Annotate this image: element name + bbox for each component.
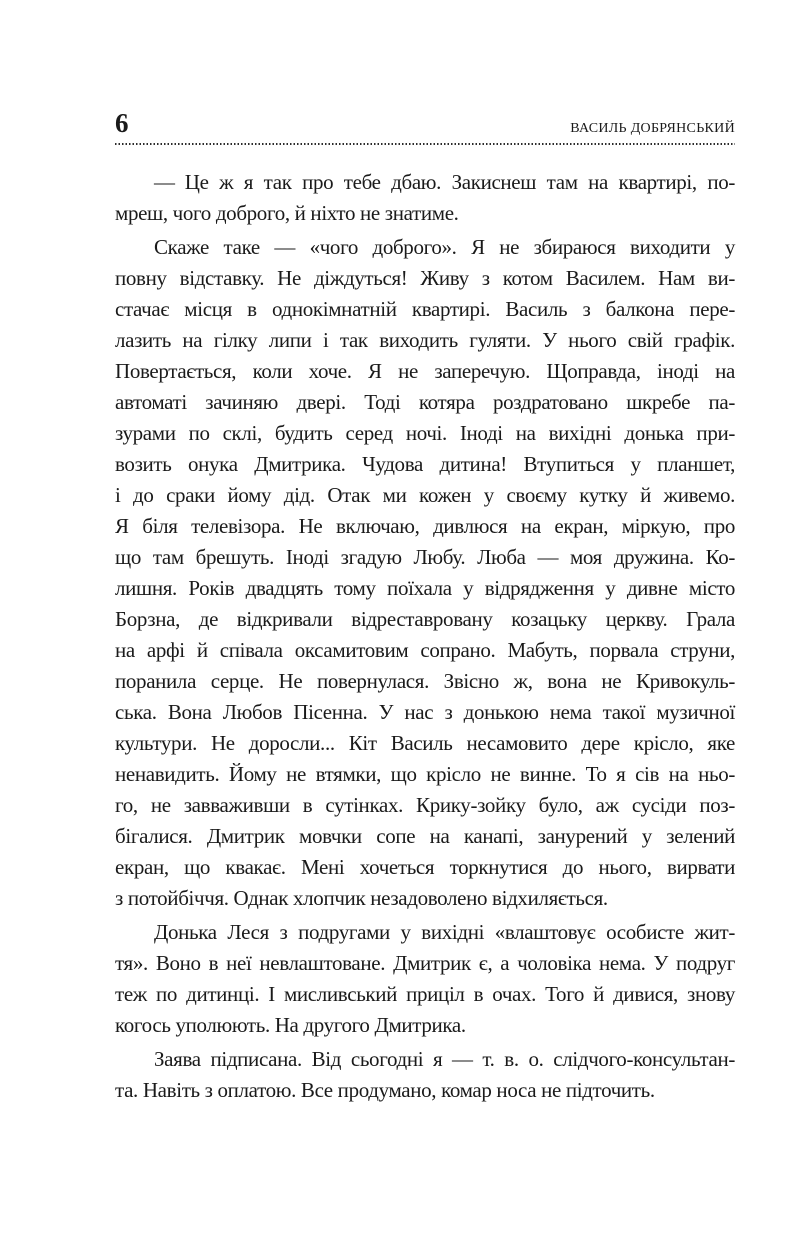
text-line: з потойбіччя. Однак хлопчик незадоволено відхиляється. <box>115 886 608 910</box>
body-text <box>115 167 735 1106</box>
text-line: на арфі й співала оксамитовим сопрано. Мабуть, порвала струни, <box>115 638 735 662</box>
text-line: Заява підписана. Від сьогодні я — т. в. о. слідчого-консультан- <box>154 1047 735 1071</box>
text-line: культури. Не доросли... Кіт Василь несамовито дере крісло, яке <box>115 731 735 755</box>
text-line: Борзна, де відкривали відреставровану козацьку церкву. Грала <box>115 607 735 631</box>
running-head-author: ВАСИЛЬ ДОБРЯНСЬКИЙ <box>570 121 735 136</box>
text-line: що там брешуть. Іноді згадую Любу. Люба — моя дружина. Ко- <box>115 545 735 569</box>
paragraph-2 <box>115 232 735 914</box>
text-line: теж по дитинці. І мисливський приціл в очах. Того й дивися, знову <box>115 982 735 1006</box>
text-line: ненавидить. Йому не втямки, що крісло не винне. То я сів на ньо- <box>115 762 735 786</box>
text-line: автоматі зачиняю двері. Тоді котяра роздратовано шкребе па- <box>115 390 735 414</box>
text-line: Донька Леся з подругами у вихідні «влаштовує особисте жит- <box>154 920 735 944</box>
text-line: возить онука Дмитрика. Чудова дитина! Втупиться у планшет, <box>115 452 735 476</box>
text-line: ська. Вона Любов Пісенна. У нас з донькою нема такої музичної <box>115 700 735 724</box>
text-line: повну відставку. Не діждуться! Живу з котом Василем. Нам ви- <box>115 266 735 290</box>
text-line: стачає місця в однокімнатній квартирі. Василь з балкона пере- <box>115 297 735 321</box>
text-line: і до сраки йому дід. Отак ми кожен у своєму кутку й живемо. <box>115 483 735 507</box>
text-line: когось уполюють. На другого Дмитрика. <box>115 1013 466 1037</box>
text-line: Скаже таке — «чого доброго». Я не збираюся виходити у <box>154 235 735 259</box>
paragraph-4 <box>115 1044 735 1106</box>
text-line: го, не завваживши в сутінках. Крику-зойку було, аж сусіди поз- <box>115 793 735 817</box>
text-line: поранила серце. Не повернулася. Звісно ж, вона не Кривокуль- <box>115 669 735 693</box>
text-line: лазить на гілку липи і так виходить гуляти. У нього свій графік. <box>115 328 735 352</box>
text-line: тя». Воно в неї невлаштоване. Дмитрик є, а чоловіка нема. У подруг <box>115 951 735 975</box>
text-line: та. Навіть з оплатою. Все продумано, комар носа не підточить. <box>115 1078 655 1102</box>
text-line: зурами по склі, будить серед ночі. Іноді на вихідні донька при- <box>115 421 735 445</box>
paragraph-3 <box>115 917 735 1041</box>
paragraph-1 <box>115 167 735 229</box>
text-line: мреш, чого доброго, й ніхто не знатиме. <box>115 201 459 225</box>
text-line: Повертається, коли хоче. Я не заперечую. Щоправда, іноді на <box>115 359 735 383</box>
text-line: Я біля телевізора. Не включаю, дивлюся на екран, міркую, про <box>115 514 735 538</box>
text-line: — Це ж я так про тебе дбаю. Закиснеш там на квартирі, по- <box>154 170 735 194</box>
text-line: бігалися. Дмитрик мовчки сопе на канапі, занурений у зелений <box>115 824 735 848</box>
text-line: екран, що квакає. Мені хочеться торкнутися до нього, вирвати <box>115 855 735 879</box>
page-number: 6 <box>115 108 129 138</box>
header-dotted-rule <box>115 143 735 145</box>
text-line: лишня. Років двадцять тому поїхала у відрядження у дивне місто <box>115 576 735 600</box>
running-header <box>115 110 735 136</box>
